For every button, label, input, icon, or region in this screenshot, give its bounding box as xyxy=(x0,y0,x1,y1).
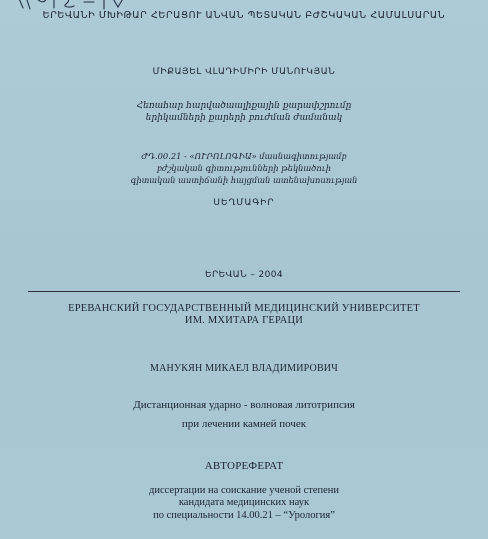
divider-line xyxy=(28,291,460,292)
armenian-title-line2: երիկամների քարերի բուժման ժամանակ xyxy=(145,113,343,123)
russian-document-type: АВТОРЕФЕРАТ xyxy=(204,460,284,472)
armenian-university-name: ԵՐԵՎԱՆԻ ՄԽԻԹԱՐ ՀԵՐԱՑՈՒ ԱՆՎԱՆ ՊԵՏԱԿԱՆ ԲԺՇԿԱԿԱՆ ՀԱՄԱԼՍԱՐԱՆ xyxy=(42,10,446,21)
armenian-specialty-line1: ԺԴ.00.21 - «ՈՒՐՈԼՈԳԻԱ» մասնագիտությամբ xyxy=(141,151,347,161)
armenian-specialty-line2: բժշկական գիտությունների թեկնածուի xyxy=(156,163,332,173)
russian-author-name: МАНУКЯН МИКАЕЛ ВЛАДИМИРОВИЧ xyxy=(150,363,338,374)
russian-degree-line2: кандидата медицинских наук xyxy=(178,497,310,508)
russian-title-line2: при лечении камней почек xyxy=(181,418,307,430)
russian-degree-line3: по специальности 14.00.21 – “Урология” xyxy=(153,510,335,521)
armenian-author-name: ՄԻՔԱՅԵԼ ՎԼԱԴԻՄԻՐԻ ՄԱՆՈՒԿՅԱՆ xyxy=(152,67,336,77)
russian-university-line2: ИМ. МХИТАРА ГЕРАЦИ xyxy=(184,315,304,326)
russian-university-line1: ЕРЕВАНСКИЙ ГОСУДАРСТВЕННЫЙ МЕДИЦИНСКИЙ УНИВЕРСИТЕТ xyxy=(68,303,420,314)
armenian-document-type: ՍԵՂՄԱԳԻՐ xyxy=(213,198,275,208)
russian-title-line1: Дистанционная ударно - волновая литотрипсия xyxy=(133,399,355,411)
armenian-city-year: ԵՐԵՎԱՆ – 2004 xyxy=(205,270,283,280)
russian-degree-line1: диссертации на соискание ученой степени xyxy=(149,485,339,496)
armenian-specialty-line3: գիտական աստիճանի հայցման ատենախոսության xyxy=(130,175,358,185)
armenian-title-line1: Հեռահար հարվածաալիքային քարափշրումը xyxy=(136,101,352,111)
